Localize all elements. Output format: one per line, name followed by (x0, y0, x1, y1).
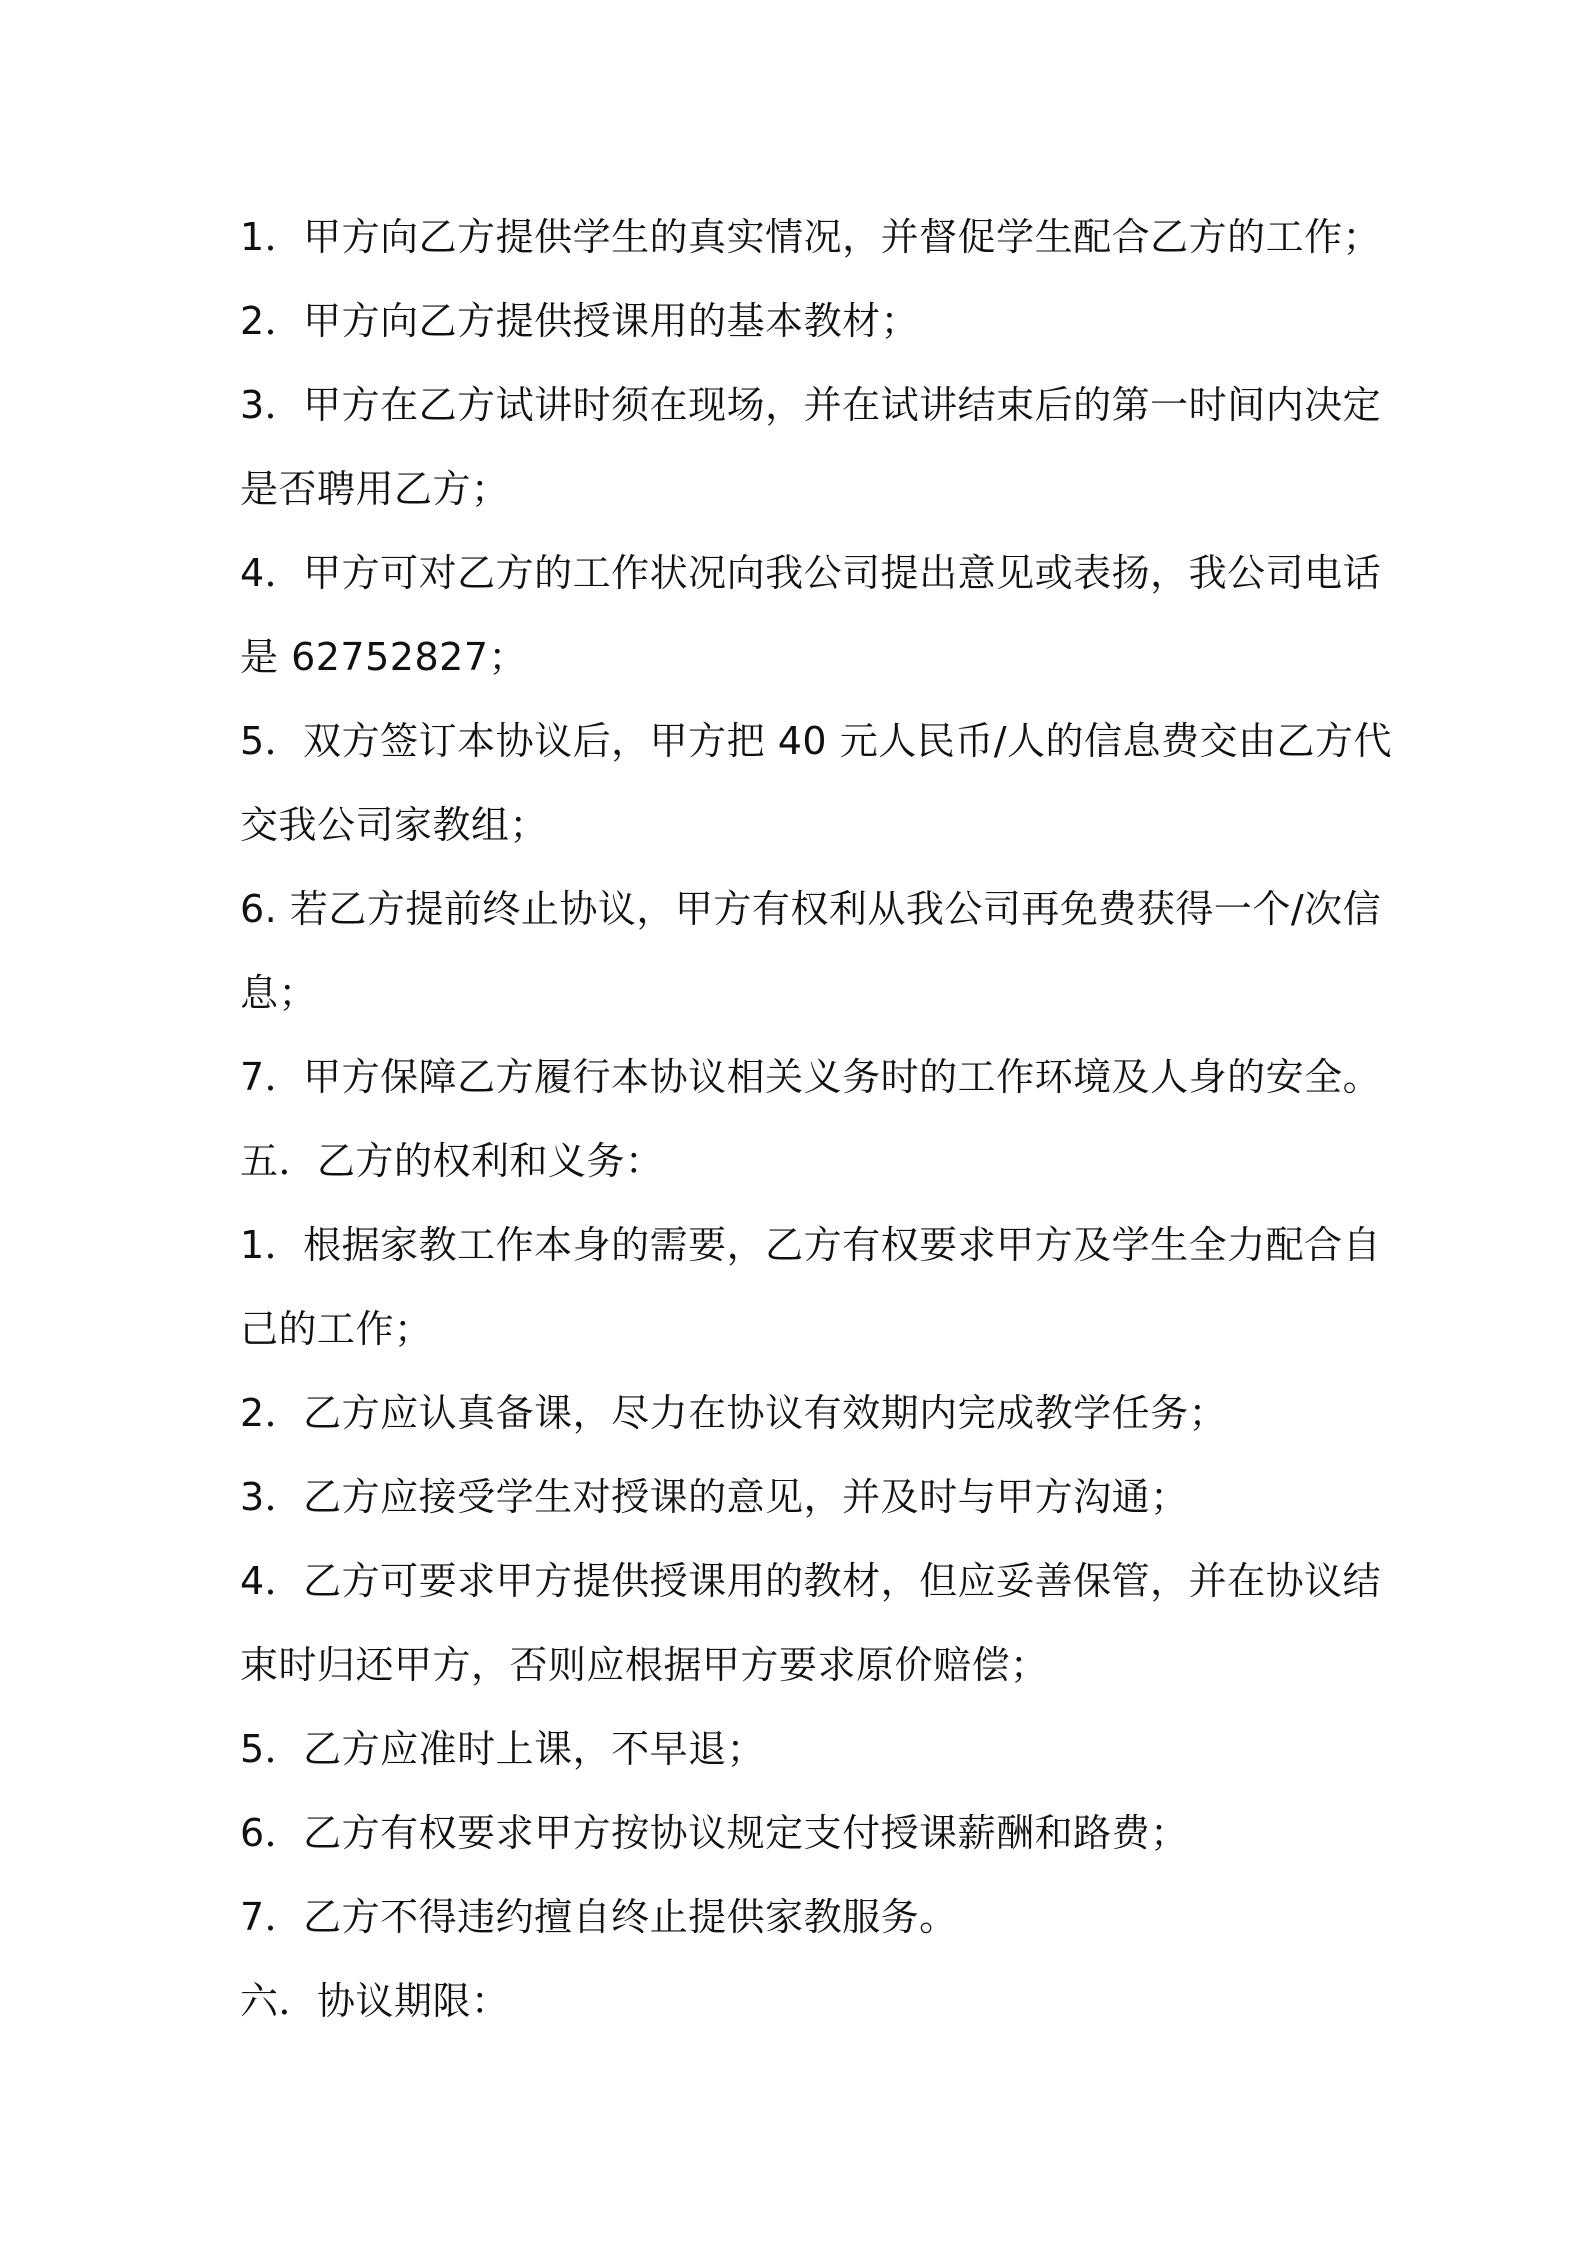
text-line: 6．乙方有权要求甲方按协议规定支付授课薪酬和路费； (240, 1811, 1189, 1855)
document-body (240, 195, 1392, 2043)
text-line: 2．甲方向乙方提供授课用的基本教材； (240, 299, 920, 343)
text-line: 5．双方签订本协议后，甲方把 40 元人民币/人的信息费交由乙方代 (240, 719, 1392, 763)
text-line: 束时归还甲方，否则应根据甲方要求原价赔偿； (240, 1643, 1049, 1687)
text-line: 1．甲方向乙方提供学生的真实情况，并督促学生配合乙方的工作； (240, 215, 1382, 259)
section-heading: 五．乙方的权利和义务： (240, 1139, 664, 1183)
text-line: 5．乙方应准时上课，不早退； (240, 1727, 766, 1771)
text-line: 6. 若乙方提前终止协议，甲方有权利从我公司再免费获得一个/次信 (240, 887, 1382, 931)
text-line: 是否聘用乙方； (240, 467, 510, 511)
text-line: 4．乙方可要求甲方提供授课用的教材，但应妥善保管，并在协议结 (240, 1559, 1382, 1603)
text-line: 是 62752827； (240, 635, 527, 679)
text-line: 3．乙方应接受学生对授课的意见，并及时与甲方沟通； (240, 1475, 1189, 1519)
text-line: 7．甲方保障乙方履行本协议相关义务时的工作环境及人身的安全。 (240, 1055, 1382, 1099)
text-line: 1．根据家教工作本身的需要，乙方有权要求甲方及学生全力配合自 (240, 1223, 1382, 1267)
text-line: 己的工作； (240, 1307, 433, 1351)
text-line: 3．甲方在乙方试讲时须在现场，并在试讲结束后的第一时间内决定 (240, 383, 1382, 427)
text-line: 4．甲方可对乙方的工作状况向我公司提出意见或表扬，我公司电话 (240, 551, 1382, 595)
text-line: 交我公司家教组； (240, 803, 549, 847)
section-heading: 六．协议期限： (240, 1979, 510, 2023)
text-line: 7．乙方不得违约擅自终止提供家教服务。 (240, 1895, 958, 1939)
text-line: 息； (240, 971, 318, 1015)
text-line: 2．乙方应认真备课，尽力在协议有效期内完成教学任务； (240, 1391, 1228, 1435)
